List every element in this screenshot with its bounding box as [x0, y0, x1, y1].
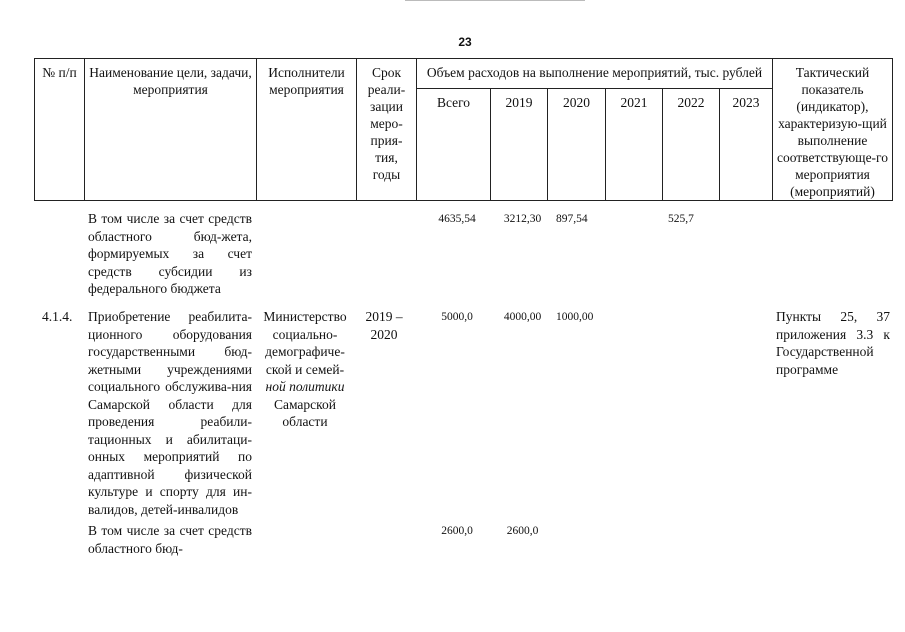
- row1-total: 4635,54: [438, 213, 476, 225]
- scan-artifact-line: [405, 0, 585, 1]
- row3-total: 2600,0: [441, 525, 473, 537]
- header-col-year: 2023: [720, 89, 773, 201]
- row3-name: В том числе за счет средств областного бюд-: [88, 523, 252, 556]
- row1-2022: 525,7: [668, 213, 694, 225]
- table-header: [34, 58, 893, 201]
- header-col-indicator: Тактический показатель (индикатор), характеризую-щий выполнение соответствующе-го мероприятия (мероприятий): [773, 59, 893, 201]
- header-col-total: Всего: [417, 89, 491, 201]
- row2-number: 4.1.4.: [42, 309, 73, 324]
- header-col-executors: Исполнители мероприятия: [257, 59, 357, 201]
- header-col-number: № п/п: [35, 59, 85, 201]
- row1-2019: 3212,30: [503, 213, 542, 225]
- header-col-year: 2019: [491, 89, 548, 201]
- row3-2019: 2600,0: [506, 525, 539, 537]
- row2-executors-part3: Самарской области: [273, 396, 337, 429]
- row1-name: В том числе за счет средств областного бюд-жета, формируемых за счет средств субсидии из федерального бюджета: [88, 211, 252, 296]
- header-col-year: 2022: [663, 89, 720, 201]
- row2-2019: 4000,00: [503, 311, 542, 323]
- header-col-volume: Объем расходов на выполнение мероприятий, тыс. рублей: [417, 59, 773, 89]
- row2-term: 2019 – 2020: [365, 309, 403, 342]
- row2-indicator: Пункты 25, 37 приложения 3.3 к Государственной программе: [776, 309, 890, 377]
- row2-executors-part1: Министерство социально-демографиче-ской и семей-: [263, 309, 347, 377]
- row2-2020: 1000,00: [556, 311, 594, 323]
- header-col-term: Срок реали-зации меро-прия-тия, годы: [357, 59, 417, 201]
- row2-executors: [256, 308, 354, 431]
- row2-executors-part2: ной политики: [265, 379, 345, 394]
- row2-total: 5000,0: [441, 311, 473, 323]
- row1-2020: 897,54: [556, 213, 588, 225]
- header-col-name: Наименование цели, задачи, мероприятия: [85, 59, 257, 201]
- header-col-year: 2021: [606, 89, 663, 201]
- header-col-year: 2020: [548, 89, 606, 201]
- page-number: 23: [458, 35, 472, 49]
- row2-name: Приобретение реабилита-ционного оборудования государственными бюд-жетными учреждениями социального обслужива-ния Самарской области для проведения реабили-тационных и абилитаци-онных мероприятий по адаптивной физической культуре и спорту для ин-валидов, детей-инвалидов: [88, 309, 252, 517]
